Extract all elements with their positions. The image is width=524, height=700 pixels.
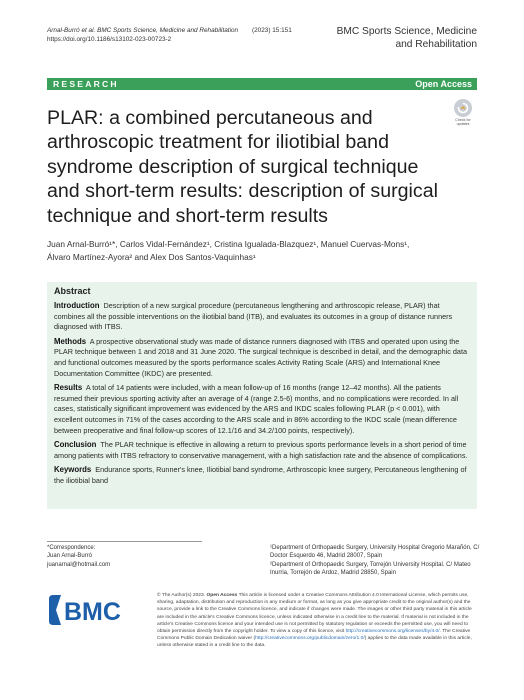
article-type-bar	[47, 78, 477, 90]
license-body-2: . The Creative Commons Public Domain Dedication waiver (	[157, 629, 471, 642]
journal-name-line2: and Rehabilitation	[395, 39, 477, 50]
article-type-label: RESEARCH	[53, 79, 119, 89]
journal-name	[300, 25, 477, 51]
bmc-logo-icon	[47, 593, 133, 627]
section-label: Results	[54, 383, 83, 393]
section-text: The PLAR technique is effective in allowing a return to previous sports performance levels in a short period of time among patients with ITBS refractory to conservative management, with a high satisfaction rate and the absence of complications.	[54, 440, 468, 460]
abstract-results	[54, 383, 470, 436]
authors-line-1: Juan Arnal-Burró¹*, Carlos Vidal-Fernández¹, Cristina Igualada-Blazquez¹, Manuel Cuervas-Mons¹,	[47, 239, 410, 249]
cc-license-link[interactable]: http://creativecommons.org/licenses/by/4.0/	[345, 629, 440, 635]
open-access-notice: Open Access	[206, 593, 238, 598]
section-label: Methods	[54, 336, 87, 346]
section-text: Endurance sports, Runner's knee, Iliotibial band syndrome, Arthroscopic knee surgery, Percutaneous lengthening of the iliotibial band	[54, 465, 467, 485]
section-label: Conclusion	[54, 440, 97, 450]
abstract-conclusion	[54, 440, 470, 461]
check-for-updates-label: Check for updates	[455, 118, 471, 127]
footnote-divider	[47, 541, 202, 542]
check-for-updates-icon	[454, 99, 472, 117]
article-title: PLAR: a combined percutaneous and arthroscopic treatment for iliotibial band syndrome description of surgical technique and short-term results: description of surgical technique and short-term results	[47, 107, 438, 227]
section-text: Description of a new surgical procedure (percutaneous lengthening and arthroscopic release, PLAR) that combines all the possible interventions on the iliotibial band (ITB), and evaluates its outcomes in a group of distance runners diagnosed with ITBS.	[54, 301, 453, 332]
license-body-3: ) applies to the data made available in this article, unless otherwise stated in a credit line to the data.	[157, 636, 472, 649]
correspondence-label: *Correspondence:	[47, 545, 96, 551]
abstract-introduction	[54, 301, 470, 333]
section-label: Keywords	[54, 465, 92, 475]
license-text	[157, 592, 479, 650]
journal-name-line1: BMC Sports Science, Medicine	[336, 26, 477, 37]
license-body: This article is licensed under a Creative Commons Attribution 4.0 International License, which permits use, sharing, adaptation, distribution and reproduction in any medium or format, as long as you give appropriate credit to the original author(s) and the source, provide a link to the Creative Commons licence, and indicate if changes were made. The images or other third party material in this article are included in the article's Creative Commons licence, unless indicated otherwise in a credit line to the material. If material is not included in the article's Creative Commons licence and your intended use is not permitted by statutory regulation or exceeds the permitted use, you will need to obtain permission directly from the copyright holder. To view a copy of this licence, visit	[157, 593, 472, 635]
correspondence-email[interactable]: juanarnal@hotmail.com	[47, 561, 111, 568]
correspondence-block	[47, 544, 257, 569]
abstract-heading: Abstract	[54, 286, 91, 296]
check-for-updates-badge[interactable]	[449, 99, 477, 127]
abstract-box	[47, 282, 477, 509]
author-list	[47, 238, 479, 265]
authors-line-2: Álvaro Martínez-Ayora² and Alex Dos Santos-Vaquinhas¹	[47, 252, 256, 263]
cc-zero-link[interactable]: http://creativecommons.org/publicdomain/zero/1.0/	[255, 636, 365, 642]
section-text: A prospective observational study was made of distance runners diagnosed with ITBS and operated upon using the PLAR technique between 1 and 2018 and 31 June 2020. The surgical technique is described in detail, and the demographic data and functional outcomes measured by the sports performance scales Activity Rating Scale (ARS) and International Knee Documentation Committee (IKDC) are presented.	[54, 336, 468, 378]
open-access-label: Open Access	[415, 79, 472, 89]
citation-journal: Arnal-Burró et al. BMC Sports Science, Medicine and Rehabilitation	[47, 27, 239, 34]
correspondence-name: Juan Arnal-Burró	[47, 553, 93, 560]
affiliation-1: ¹Department of Orthopaedic Surgery, University Hospital Gregorio Marañón, C/ Doctor Esquerdo 46, Madrid 28007, Spain	[270, 545, 480, 560]
section-label: Introduction	[54, 301, 100, 310]
affiliation-2: ²Department of Orthopaedic Surgery, Torrejón University Hospital. C/ Mateo Inurria, Torrejón de Ardoz, Madrid 28850, Spain	[270, 561, 471, 577]
bmc-logo-text: BMC	[64, 598, 121, 626]
abstract-keywords	[54, 465, 470, 486]
affiliations-block	[270, 544, 480, 578]
abstract-methods	[54, 337, 470, 379]
section-text: A total of 14 patients were included, with a mean follow-up of 16 months (range 12–42 months). All the patients resumed their previous sporting activity after an average of 4 (range 2.5-6) months, and no complications were recorded. In all cases, statistically significant improvement was evidenced by the ARS and IKDC scales following PLAR (p < 0.001), with excellent outcomes in 71% of the cases according to the ARS scale and in 86% according to the IKDC scale (mean difference between preoperative and final follow-up scores of 12.1/16 and 34.2/100 points, respectively).	[54, 383, 459, 435]
bmc-logo	[47, 593, 133, 627]
copyright-notice: © The Author(s) 2023.	[157, 593, 206, 598]
citation-doi-link[interactable]: https://doi.org/10.1186/s13102-023-00723-2	[47, 35, 172, 43]
citation-year-pages: (2023) 15:151	[252, 27, 292, 34]
